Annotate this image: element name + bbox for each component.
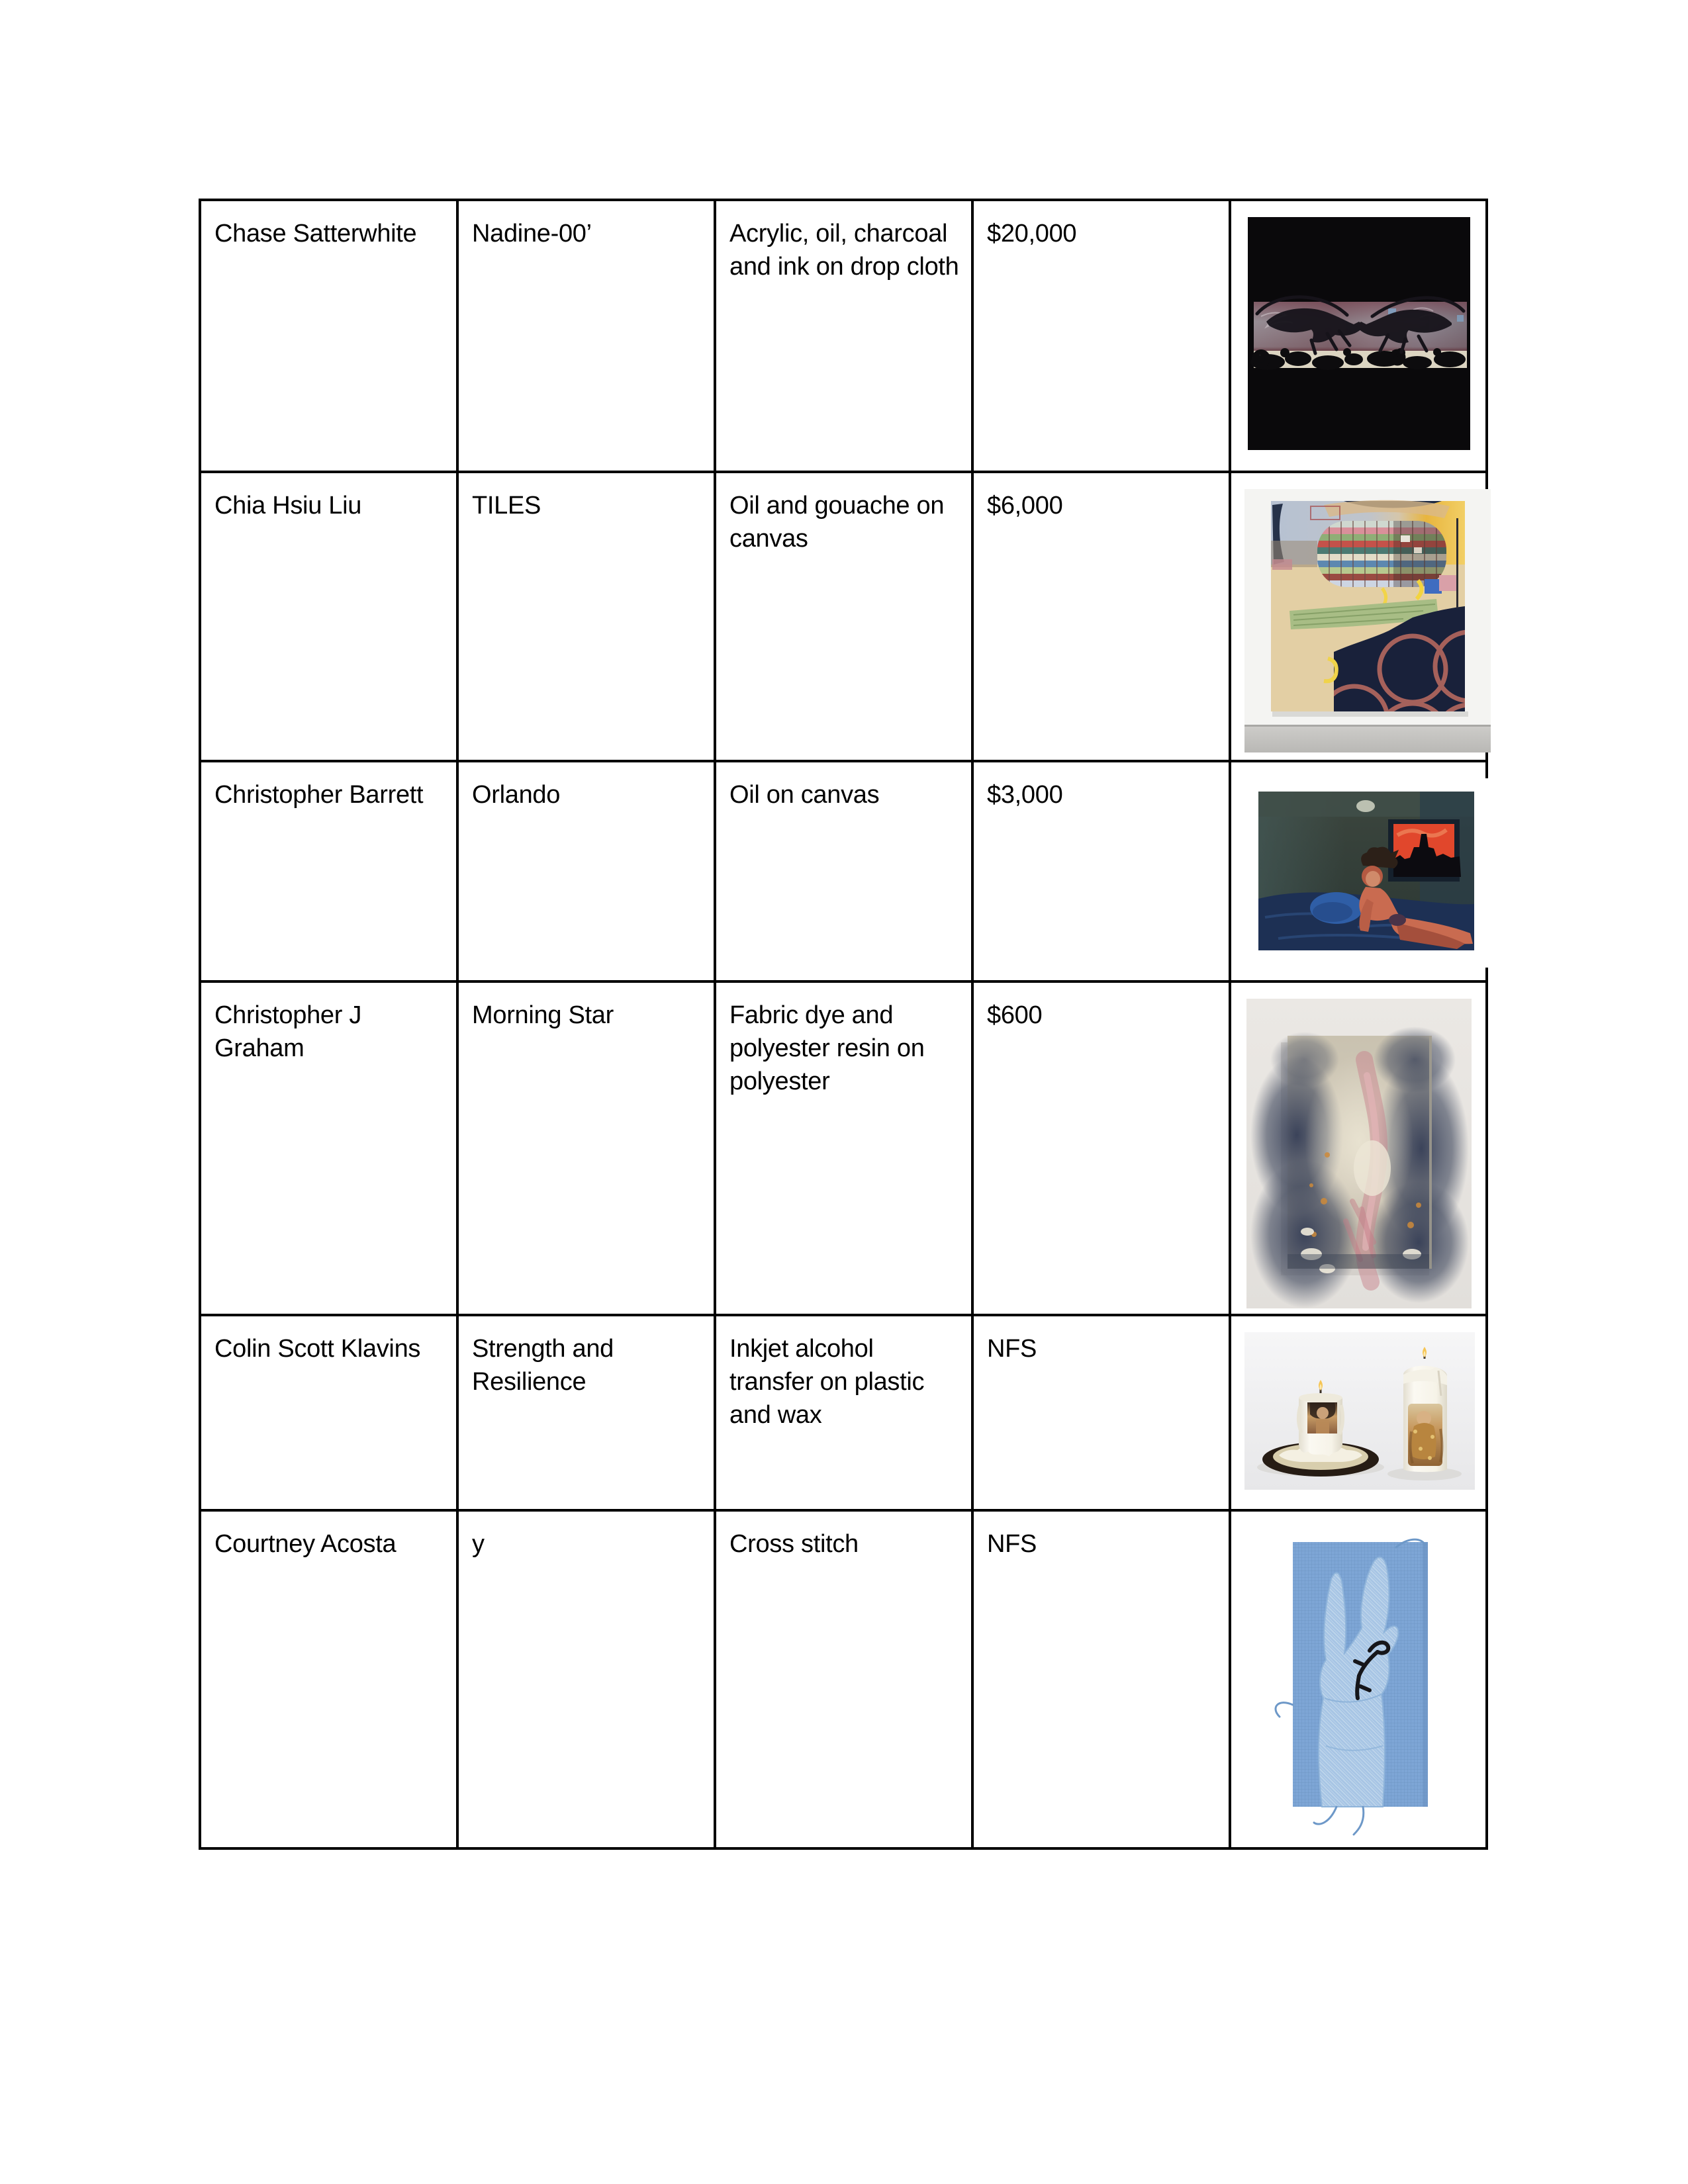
artist-cell <box>200 981 457 1315</box>
artwork-title: TILES <box>472 492 541 520</box>
artwork-medium: Oil and gouache on canvas <box>729 492 945 553</box>
image-cell <box>1230 1510 1487 1848</box>
artwork-medium: Oil on canvas <box>729 781 880 809</box>
artwork-medium: Acrylic, oil, charcoal and ink on drop cloth <box>729 220 959 281</box>
artwork-title: y <box>472 1530 485 1558</box>
image-cell <box>1230 761 1487 981</box>
title-cell <box>457 472 715 761</box>
photo-transfer-candles-photo <box>1244 1332 1475 1490</box>
artist-name: Christopher J Graham <box>214 1001 362 1062</box>
artist-name: Courtney Acosta <box>214 1530 397 1558</box>
artwork-title: Morning Star <box>472 1001 614 1029</box>
artist-cell <box>200 472 457 761</box>
artwork-price: $20,000 <box>987 220 1077 248</box>
price-cell <box>972 981 1230 1315</box>
artist-name: Colin Scott Klavins <box>214 1335 421 1363</box>
artwork-title: Orlando <box>472 781 561 809</box>
artwork-price: $3,000 <box>987 781 1063 809</box>
table-row <box>200 1510 1487 1848</box>
image-cell <box>1230 981 1487 1315</box>
artwork-medium: Fabric dye and polyester resin on polyester <box>729 1001 925 1095</box>
title-cell <box>457 1510 715 1848</box>
title-cell <box>457 200 715 472</box>
table-row <box>200 200 1487 472</box>
price-cell <box>972 1315 1230 1510</box>
medium-cell <box>715 200 972 472</box>
table-row <box>200 761 1487 981</box>
reclining-figure-night-interior-painting-photo <box>1244 778 1488 968</box>
artist-cell <box>200 1510 457 1848</box>
artwork-price: NFS <box>987 1335 1037 1363</box>
medium-cell <box>715 1315 972 1510</box>
title-cell <box>457 1315 715 1510</box>
artist-cell <box>200 1315 457 1510</box>
table-row <box>200 1315 1487 1510</box>
price-cell <box>972 761 1230 981</box>
price-cell <box>972 472 1230 761</box>
medium-cell <box>715 1510 972 1848</box>
abstract-tiles-painting-on-gallery-wall-photo <box>1244 489 1491 752</box>
medium-cell <box>715 981 972 1315</box>
artwork-price: $6,000 <box>987 492 1063 520</box>
medium-cell <box>715 761 972 981</box>
table-row <box>200 472 1487 761</box>
artwork-catalog-table <box>199 199 1488 1850</box>
medium-cell <box>715 472 972 761</box>
image-cell <box>1230 472 1487 761</box>
price-cell <box>972 200 1230 472</box>
artwork-medium: Cross stitch <box>729 1530 859 1558</box>
artist-name: Chia Hsiu Liu <box>214 492 362 520</box>
artist-cell <box>200 200 457 472</box>
title-cell <box>457 761 715 981</box>
image-cell <box>1230 200 1487 472</box>
title-cell <box>457 981 715 1315</box>
artwork-price: $600 <box>987 1001 1043 1029</box>
dyed-fabric-resin-canvas-photo <box>1246 999 1472 1308</box>
image-cell <box>1230 1315 1487 1510</box>
artist-cell <box>200 761 457 981</box>
table-row <box>200 981 1487 1315</box>
charcoal-dogs-on-black-artwork-photo <box>1248 217 1470 450</box>
artist-name: Chase Satterwhite <box>214 220 417 248</box>
artwork-price: NFS <box>987 1530 1037 1558</box>
artwork-medium: Inkjet alcohol transfer on plastic and wax <box>729 1335 925 1429</box>
artist-name: Christopher Barrett <box>214 781 424 809</box>
blue-cross-stitch-fabric-photo <box>1258 1527 1460 1836</box>
artwork-title: Strength and Resilience <box>472 1335 614 1396</box>
price-cell <box>972 1510 1230 1848</box>
artwork-title: Nadine-00’ <box>472 220 592 248</box>
